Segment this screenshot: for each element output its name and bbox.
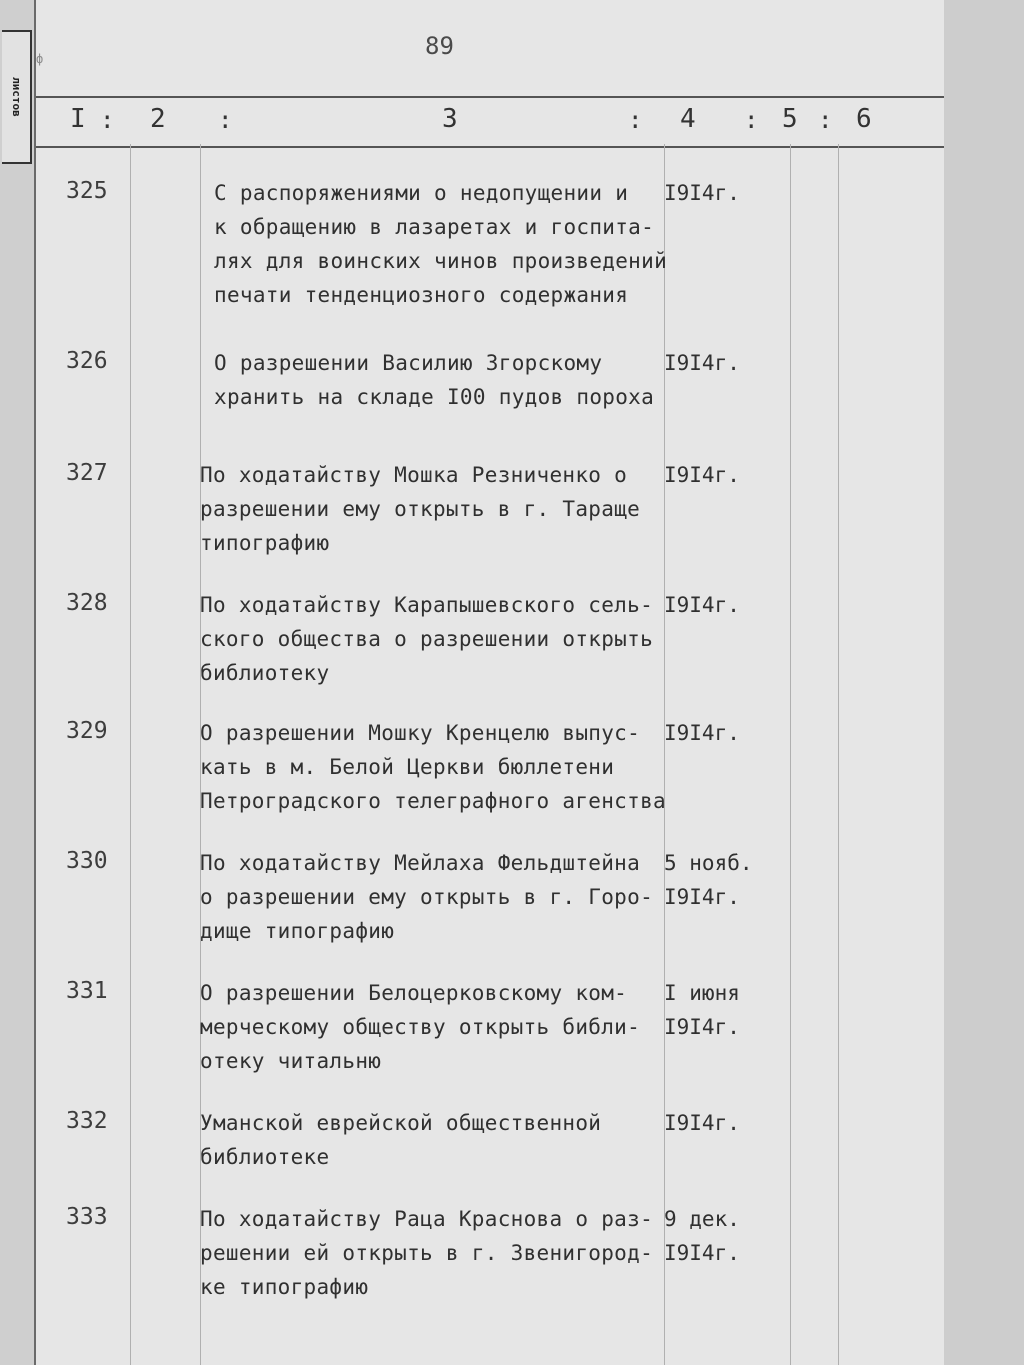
entry-date: I9I4г. — [664, 463, 740, 487]
spine-label: листов — [2, 30, 32, 164]
entry-date: I9I4г. — [664, 181, 740, 205]
entry-date: 5 нояб. — [664, 851, 753, 875]
entry-number: 333 — [66, 1204, 108, 1230]
column-rule — [130, 144, 131, 1365]
entry-text-line: С распоряжениями о недопущении и — [214, 181, 629, 205]
page-number: 89 — [425, 32, 454, 60]
column-header-1: I — [70, 104, 86, 134]
corner-mark: ф — [36, 52, 44, 66]
entry-text-line: Петроградского телеграфного агенства — [200, 789, 666, 813]
entry-number: 326 — [66, 348, 108, 374]
page-edge — [944, 0, 1024, 1365]
header-separator: : — [218, 106, 233, 134]
column-header-6: 6 — [856, 104, 872, 134]
header-separator: : — [744, 106, 759, 134]
column-header-3: 3 — [442, 104, 458, 134]
entry-date: I9I4г. — [664, 593, 740, 617]
entry-text-line: О разрешении Василию Згорскому — [214, 351, 603, 375]
entry-number: 329 — [66, 718, 108, 744]
column-header-4: 4 — [680, 104, 696, 134]
entry-text-line: дище типографию — [200, 919, 395, 943]
entry-date: I9I4г. — [664, 1111, 740, 1135]
entry-text-line: По ходатайству Мейлаха Фельдштейна — [200, 851, 641, 875]
entry-text-line: Уманской еврейской общественной — [200, 1111, 602, 1135]
entry-number: 332 — [66, 1108, 108, 1134]
header-separator: : — [100, 106, 115, 134]
column-rule — [664, 144, 665, 1365]
header-separator: : — [628, 106, 643, 134]
entry-number: 325 — [66, 178, 108, 204]
entry-text-line: По ходатайству Раца Краснова о раз- — [200, 1207, 654, 1231]
column-header-5: 5 — [782, 104, 798, 134]
entry-date: I9I4г. — [664, 1015, 740, 1039]
entry-text-line: кать в м. Белой Церкви бюллетени — [200, 755, 615, 779]
entry-number: 330 — [66, 848, 108, 874]
entry-number: 327 — [66, 460, 108, 486]
entry-date: I9I4г. — [664, 721, 740, 745]
entry-text-line: о разрешении ему открыть в г. Горо- — [200, 885, 654, 909]
entry-text-line: решении ей открыть в г. Звенигород- — [200, 1241, 654, 1265]
column-header-2: 2 — [150, 104, 166, 134]
entry-text-line: лях для воинских чинов произведений — [214, 249, 668, 273]
entry-date: I9I4г. — [664, 885, 740, 909]
entry-date: I9I4г. — [664, 1241, 740, 1265]
entry-text-line: По ходатайству Карапышевского сель- — [200, 593, 654, 617]
entry-text-line: разрешении ему открыть в г. Тараще — [200, 497, 641, 521]
entry-text-line: типографию — [200, 531, 330, 555]
entry-text-line: печати тенденциозного содержания — [214, 283, 629, 307]
entry-text-line: мерческому обществу открыть библи- — [200, 1015, 641, 1039]
column-rule — [790, 144, 791, 1365]
entry-number: 331 — [66, 978, 108, 1004]
binding-strip — [0, 0, 36, 1365]
entry-number: 328 — [66, 590, 108, 616]
entry-text-line: хранить на складе I00 пудов пороха — [214, 385, 655, 409]
entry-text-line: ского общества о разрешении открыть — [200, 627, 654, 651]
column-rule — [838, 144, 839, 1365]
entry-date: 9 дек. — [664, 1207, 740, 1231]
entry-text-line: О разрешении Мошку Кренцелю выпус- — [200, 721, 641, 745]
entry-text-line: библиотеку — [200, 661, 330, 685]
column-header-band — [36, 96, 944, 148]
entry-date: I июня — [664, 981, 740, 1005]
entry-text-line: отеку читальню — [200, 1049, 382, 1073]
header-separator: : — [818, 106, 833, 134]
entry-date: I9I4г. — [664, 351, 740, 375]
entry-text-line: По ходатайству Мошка Резниченко о — [200, 463, 628, 487]
entry-text-line: библиотеке — [200, 1145, 330, 1169]
entry-text-line: к обращению в лазаретах и госпита- — [214, 215, 655, 239]
entry-text-line: ке типографию — [200, 1275, 369, 1299]
entry-text-line: О разрешении Белоцерковскому ком- — [200, 981, 628, 1005]
